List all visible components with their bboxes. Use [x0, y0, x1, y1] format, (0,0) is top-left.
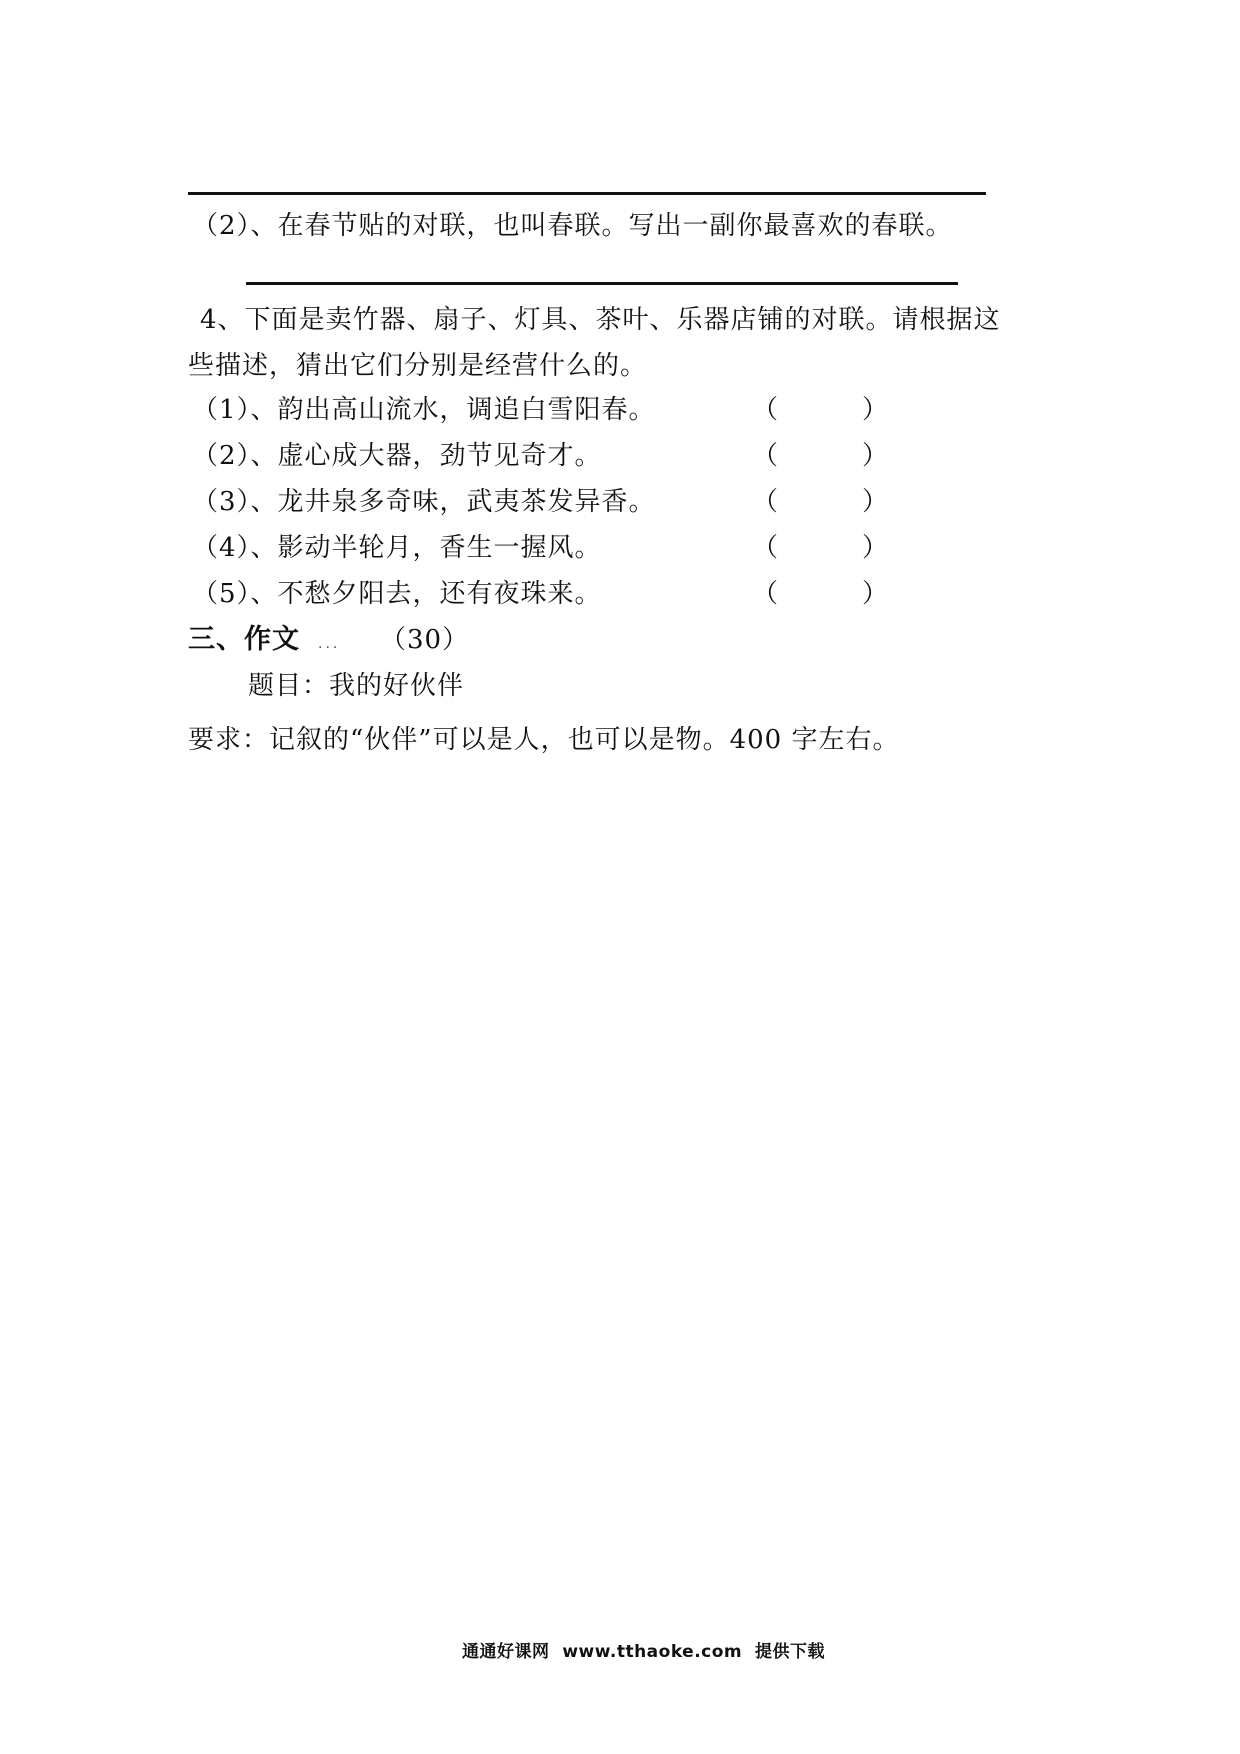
- question-4-prompt-line2: 些描述，猜出它们分别是经营什么的。: [188, 351, 648, 381]
- answer-paren-close-2: ）: [862, 441, 889, 471]
- answer-line-couplet: [246, 282, 958, 285]
- question-4-item-1: （1）、韵出高山流水，调追白雪阳春。: [192, 395, 656, 425]
- answer-paren-open-5: （: [752, 579, 779, 609]
- answer-paren-close-1: ）: [862, 395, 889, 425]
- section-3-score: （30）: [380, 625, 470, 655]
- answer-paren-open-1: （: [752, 395, 779, 425]
- section-3-dots: ...: [318, 636, 341, 652]
- question-4-item-5: （5）、不愁夕阳去，还有夜珠来。: [192, 579, 602, 609]
- answer-paren-open-2: （: [752, 441, 779, 471]
- answer-paren-close-3: ）: [862, 487, 889, 517]
- composition-title: 题目：我的好伙伴: [248, 671, 465, 701]
- answer-paren-open-3: （: [752, 487, 779, 517]
- section-3-heading: 三、作文: [188, 624, 300, 655]
- question-3-2: （2）、在春节贴的对联，也叫春联。写出一副你最喜欢的春联。: [192, 211, 953, 241]
- page-footer: 通通好课网 www.tthaoke.com 提供下载: [462, 1642, 825, 1662]
- answer-paren-open-4: （: [752, 533, 779, 563]
- question-4-item-4: （4）、影动半轮月，香生一握风。: [192, 533, 602, 563]
- answer-paren-close-4: ）: [862, 533, 889, 563]
- question-4-prompt-line1: 4、下面是卖竹器、扇子、灯具、茶叶、乐器店铺的对联。请根据这: [200, 305, 1001, 335]
- answer-line-top: [188, 192, 986, 195]
- question-4-item-2: （2）、虚心成大器，劲节见奇才。: [192, 441, 602, 471]
- composition-requirement: 要求：记叙的“伙伴”可以是人，也可以是物。400 字左右。: [188, 725, 900, 755]
- answer-paren-close-5: ）: [862, 579, 889, 609]
- question-4-item-3: （3）、龙井泉多奇味，武夷茶发异香。: [192, 487, 656, 517]
